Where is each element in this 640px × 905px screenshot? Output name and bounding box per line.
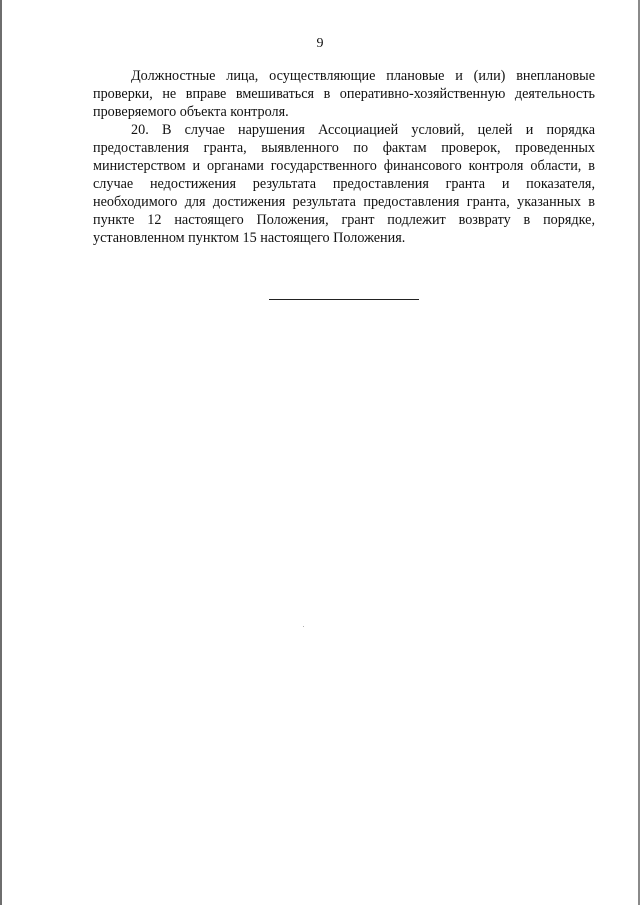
paragraph-inspection-officials: Должностные лица, осуществляющие плановые и (или) внеплановые проверки, не вправе вмешиваться в оперативно-хозяйственную деятельность проверяемого объекта контроля.: [93, 68, 595, 120]
end-of-document-line: [269, 299, 419, 300]
page-number: 9: [316, 36, 324, 51]
scan-speck: [303, 626, 304, 627]
paragraph-20-grant-return: 20. В случае нарушения Ассоциацией условий, целей и порядка предоставления гранта, выявленного по фактам проверок, проведенных министерством и органами государственного финансового контроля области, в случае недостижения результата предоставления гранта и показателя, необходимого для достижения результата предоставления гранта, указанных в пункте 12 настоящего Положения, грант подлежит возврату в порядке, установленном пунктом 15 настоящего Положения.: [93, 122, 595, 246]
document-body: [93, 67, 595, 247]
